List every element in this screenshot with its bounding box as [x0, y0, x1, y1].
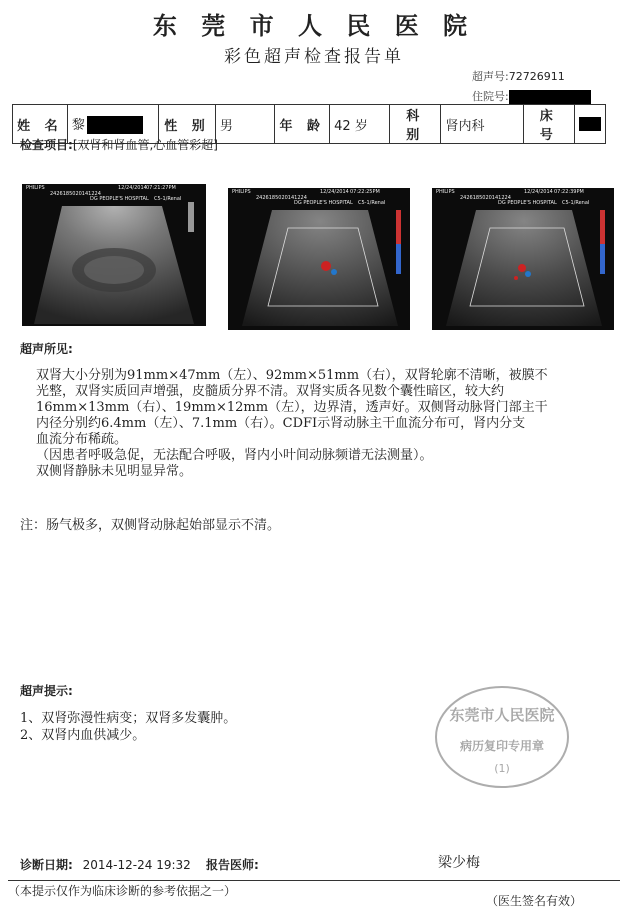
exam-items [20, 136, 218, 153]
bed-cell [575, 105, 606, 144]
stamp-line-2: 病历复印专用章 [459, 739, 545, 753]
image-id: 2426185020141224 [50, 191, 101, 197]
image-date: 12/24/2014 [118, 185, 147, 191]
signature-note: （医生签名有效） [486, 894, 583, 908]
image-probe: C5-1/Renal [562, 200, 590, 206]
inpatient-label: 住院号: [472, 90, 509, 103]
sex-label: 性 别 [159, 105, 216, 144]
conclusion-list [20, 710, 236, 744]
image-time: 07:22:25PM [350, 189, 380, 195]
image-brand: PHILIPS [232, 189, 251, 195]
image-probe: C5-1/Renal [358, 200, 386, 206]
findings-line: 血流分布稀疏。 [36, 432, 128, 447]
findings-line: （因患者呼吸急促，无法配合呼吸，肾内小叶间动脉频谱无法测量）。 [36, 448, 433, 463]
name-label: 姓 名 [13, 105, 68, 144]
image-date: 12/24/2014 [320, 189, 349, 195]
findings-line: 内径分别约6.4mm（左）、7.1mm（右）。CDFI示肾动脉主干血流分布可，肾内分支 [36, 416, 526, 431]
bed-label: 床 号 [523, 105, 574, 144]
ultrasound-image-1 [22, 184, 206, 326]
sex-value: 男 [215, 105, 274, 144]
findings-line: 双侧肾静脉未见明显异常。 [36, 464, 193, 479]
findings-text [36, 368, 616, 480]
dept-value: 肾内科 [441, 105, 523, 144]
exam-value: [双肾和肾血管,心血管彩超] [72, 138, 218, 152]
ultrasound-scan-graphic [432, 188, 614, 330]
report-title: 彩色超声检查报告单 [224, 47, 404, 67]
image-id: 2426185020141224 [460, 195, 511, 201]
us-no-label: 超声号: [472, 70, 509, 83]
image-probe: C5-1/Renal [154, 196, 182, 202]
name-value: 黎 [71, 117, 85, 133]
ultrasound-scan-graphic [228, 188, 410, 330]
ultrasound-number [472, 68, 565, 84]
conclusion-item: 2、双肾内血供减少。 [20, 728, 146, 743]
dept-label: 科 别 [390, 105, 441, 144]
image-hospital: DG PEOPLE'S HOSPITAL [498, 200, 557, 206]
ultrasound-scan-graphic [22, 184, 206, 326]
stamp-line-1: 东莞市人民医院 [449, 706, 555, 724]
findings-line: 光整，双肾实质回声增强，皮髓质分界不清。双肾实质各见数个囊性暗区，较大约 [36, 384, 505, 399]
ultrasound-image-2 [228, 188, 410, 330]
redaction-bar [87, 116, 143, 134]
age-label: 年 龄 [275, 105, 330, 144]
findings-note: 注：肠气极多，双侧肾动脉起始部显示不清。 [20, 518, 281, 533]
hospital-name: 东 莞 市 人 民 医 院 [152, 12, 476, 40]
image-time: 07:21:27PM [146, 185, 176, 191]
image-hospital: DG PEOPLE'S HOSPITAL [294, 200, 353, 206]
hospital-stamp [432, 682, 572, 792]
diagnosis-date [20, 856, 191, 873]
image-id: 2426185020141224 [256, 195, 307, 201]
image-date: 12/24/2014 [524, 189, 553, 195]
conclusion-label: 超声提示: [20, 684, 73, 698]
image-hospital: DG PEOPLE'S HOSPITAL [90, 196, 149, 202]
doctor-signature: 梁少梅 [438, 855, 480, 871]
redaction-bar [509, 90, 591, 104]
date-value: 2014-12-24 19:32 [82, 858, 191, 872]
inpatient-number [472, 88, 591, 104]
findings-line: 双肾大小分别为91mm×47mm（左）、92mm×51mm（右），双肾轮廓不清晰，被膜不 [36, 368, 548, 383]
findings-line: 16mm×13mm（右）、19mm×12mm（左），边界清，透声好。双侧肾动脉肾门部主干 [36, 400, 548, 415]
date-label: 诊断日期: [20, 858, 73, 872]
conclusion-item: 1、双肾弥漫性病变；双肾多发囊肿。 [20, 711, 237, 726]
stamp-graphic [432, 682, 572, 792]
redaction-bar [579, 117, 601, 131]
image-brand: PHILIPS [436, 189, 455, 195]
doctor-label: 报告医师: [206, 858, 259, 872]
footer-divider [8, 880, 620, 881]
stamp-line-3: (1) [494, 762, 510, 775]
image-brand: PHILIPS [26, 185, 45, 191]
exam-label: 检查项目: [20, 138, 73, 152]
image-time: 07:22:39PM [554, 189, 584, 195]
ultrasound-image-3 [432, 188, 614, 330]
age-value: 42 岁 [330, 105, 390, 144]
findings-label: 超声所见: [20, 342, 73, 356]
us-no-value: 72726911 [508, 70, 565, 83]
disclaimer: （本提示仅作为临床诊断的参考依据之一） [8, 884, 237, 898]
